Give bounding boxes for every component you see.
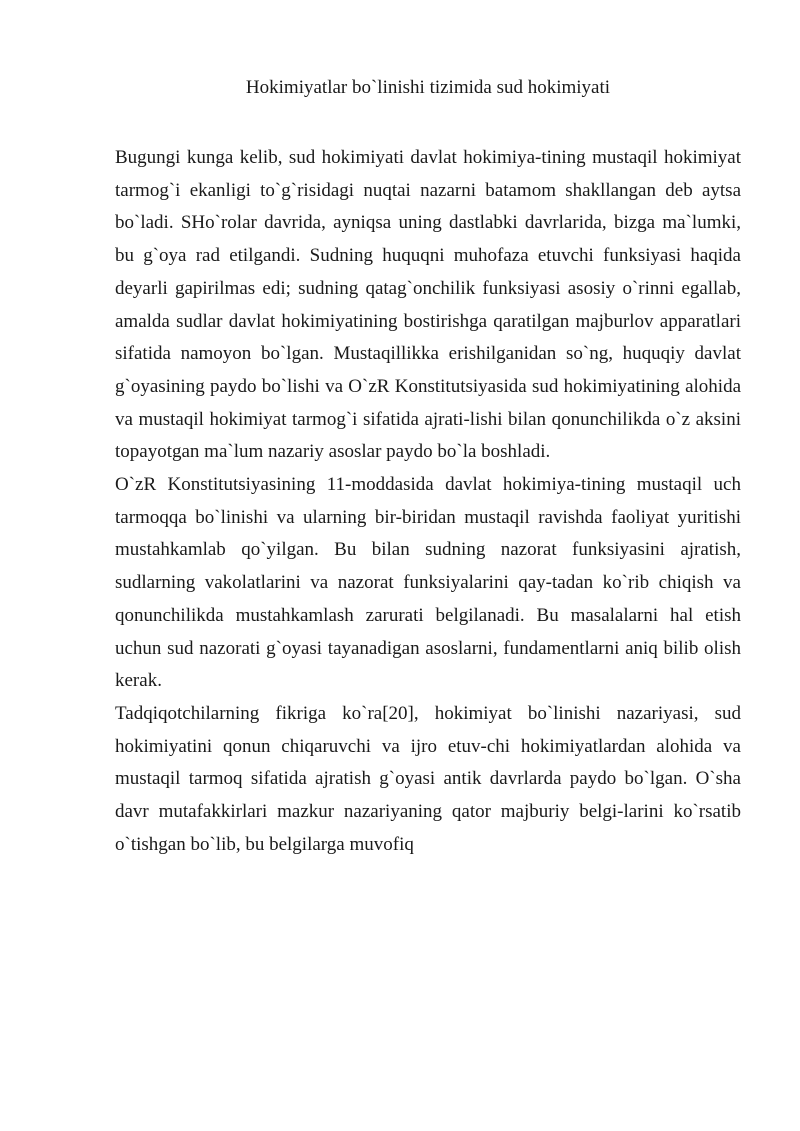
paragraph: Tadqiqotchilarning fikriga ko`ra[20], hokimiyat bo`linishi nazariyasi, sud hokimiyatini qonun chiqaruvchi va ijro etuv-chi hokimiyatlardan alohida va mustaqil tarmoq sifatida ajratish g`oyasi antik davrlarda paydo bo`lgan. O`sha davr mutafakkirlari mazkur nazariyaning qator majburiy belgi-larini ko`rsatib o`tishgan bo`lib, bu belgilarga muvofiq — [115, 702, 741, 855]
paragraph: Bugungi kunga kelib, sud hokimiyati davlat hokimiya-tining mustaqil hokimiyat tarmog`i ekanligi to`g`risidagi nuqtai nazarni batamom shakllangan deb aytsa bo`ladi. SHo`rolar davrida, ayniqsa uning dastlabki davrlarida, bizga ma`lumki, bu g`oya rad etilgandi. Sudning huquqni muhofaza etuvchi funksiyasi haqida deyarli gapirilmas edi; sudning qatag`onchilik funksiyasi asosiy o`rinni egallab, amalda sudlar davlat hokimiyatining bostirishga qaratilgan majburlov apparatlari sifatida namoyon bo`lgan. Mustaqillikka erishilganidan so`ng, huquqiy davlat g`oyasining paydo bo`lishi va O`zR Konstitutsiyasida sud hokimiyatining alohida va mustaqil hokimiyat tarmog`i sifatida ajrati-lishi bilan qonunchilikda o`z aksini topayotgan ma`lum nazariy asoslar paydo bo`la boshladi. — [115, 147, 741, 463]
document-title: Hokimiyatlar bo`linishi tizimida sud hokimiyati — [245, 77, 611, 98]
document-page — [115, 76, 741, 861]
paragraph: O`zR Konstitutsiyasining 11-moddasida davlat hokimiya-tining mustaqil uch tarmoqqa bo`linishi va ularning bir-biridan mustaqil ravishda faoliyat yuritishi mustahkamlab qo`yilgan. Bu bilan sudning nazorat funksiyasini ajratish, sudlarning vakolatlarini va nazorat funksiyalarini qay-tadan ko`rib chiqish va qonunchilikda mustahkamlash zarurati belgilanadi. Bu masalalarni hal etish uchun sud nazorati g`oyasi tayanadigan asoslarni, fundamentlarni aniq bilib olish kerak. — [115, 474, 741, 692]
